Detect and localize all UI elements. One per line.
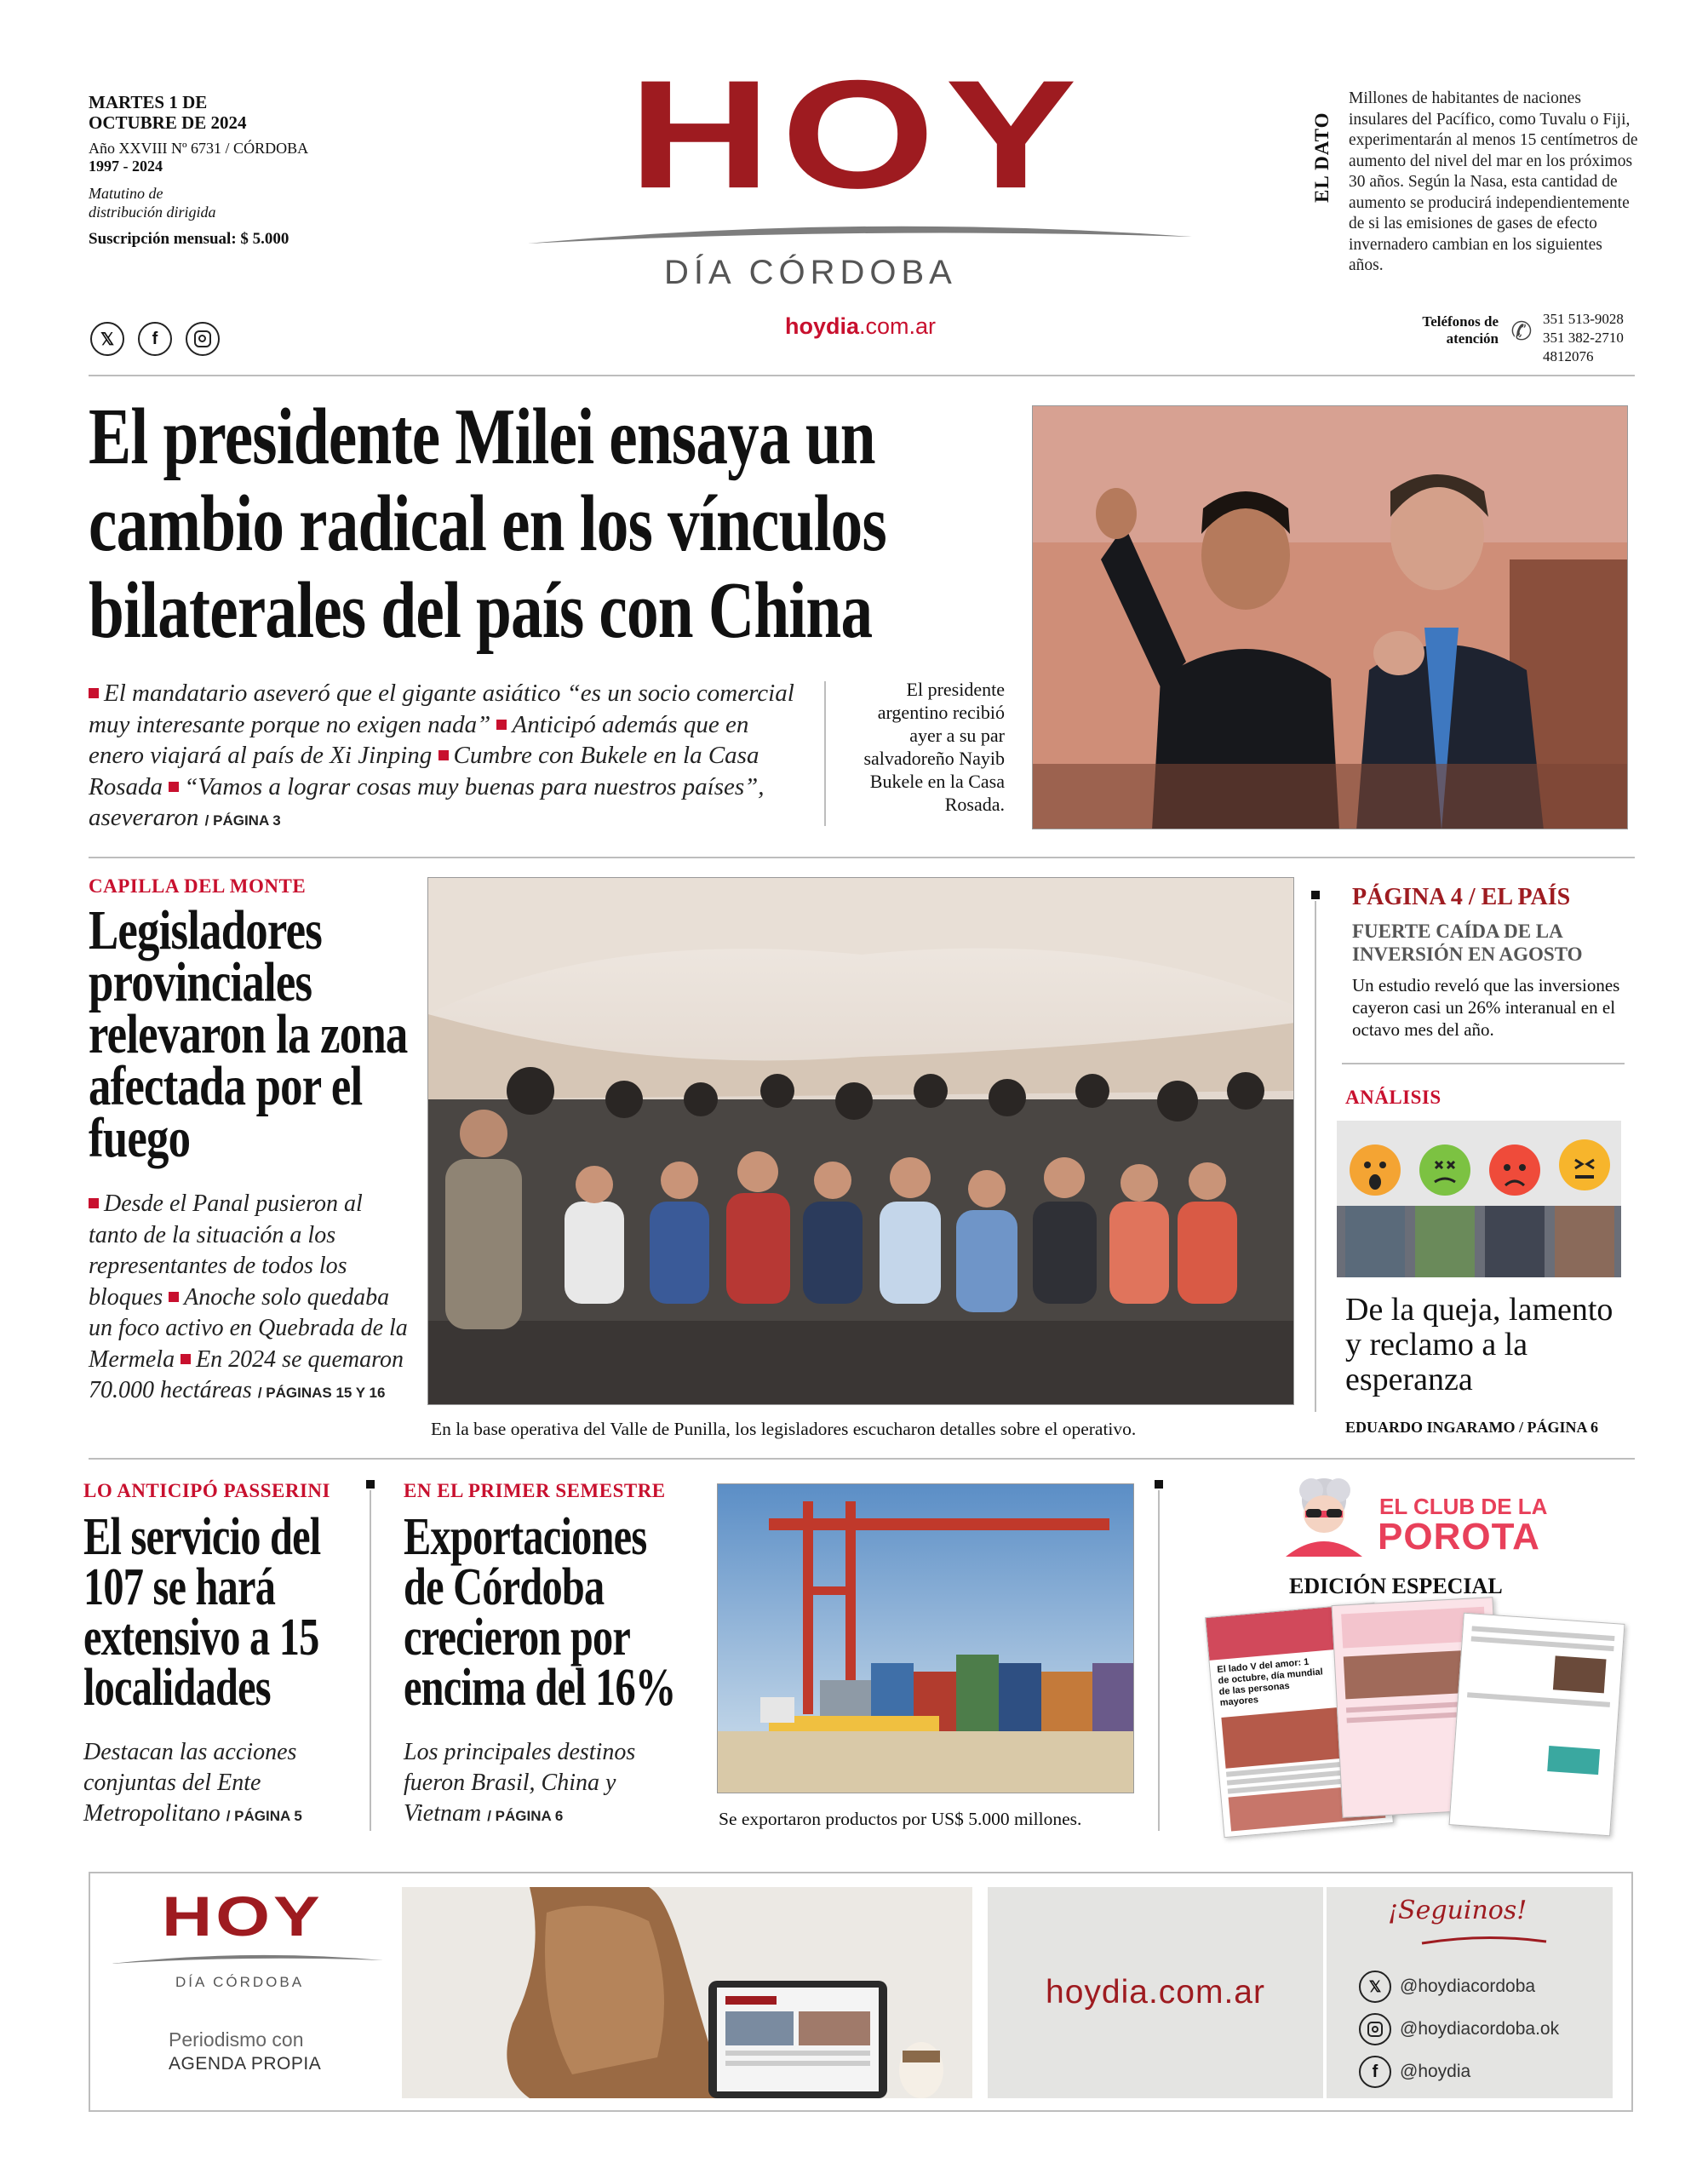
capilla-bullet: En 2024 se quemaron 70.000 hectáreas xyxy=(89,1345,404,1403)
pais-text: Un estudio reveló que las inversiones cayeron casi un 26% interanual en el octavo mes del año. xyxy=(1352,975,1620,1040)
logo-text: HOY xyxy=(628,49,1087,221)
divider xyxy=(824,681,826,826)
bullet-marker xyxy=(366,1480,375,1489)
facebook-icon: f xyxy=(1359,2056,1391,2088)
footer-tagline-bold: AGENDA PROPIA xyxy=(169,2054,322,2074)
analisis-headline[interactable]: De la queja, lamento y reclamo a la esperanza xyxy=(1345,1292,1613,1397)
exportaciones-kicker: EN EL PRIMER SEMESTRE xyxy=(404,1480,666,1501)
page-reference[interactable]: / PÁGINA 6 xyxy=(487,1808,564,1824)
analisis-photo[interactable] xyxy=(1337,1121,1621,1277)
porota-title-line2: POROTA xyxy=(1378,1516,1540,1558)
bullet-marker xyxy=(1155,1480,1163,1489)
capilla-photo-caption: En la base operativa del Valle de Punilla, los legisladores escucharon detalles sobre el operativo. xyxy=(431,1419,1137,1439)
exportaciones-deck: Los principales destinos fueron Brasil, China y Vietnam / PÁGINA 6 xyxy=(404,1739,636,1827)
social-row-facebook[interactable] xyxy=(1359,2056,1470,2088)
edition-years: 1997 - 2024 xyxy=(89,158,163,175)
lead-bullet: El mandatario aseveró que el gigante asiático “es un socio comercial muy interesante porque no exigen nada” xyxy=(89,680,794,738)
lead-photo-caption: El presidente argentino recibió ayer a su par salvadoreño Nayib Bukele en la Casa Rosada. xyxy=(863,679,1005,815)
logo-subtitle: DÍA CÓRDOBA xyxy=(664,254,957,291)
pais-headline[interactable]: FUERTE CAÍDA DE LA INVERSIÓN EN AGOSTO xyxy=(1352,921,1583,965)
page-reference[interactable]: / PÁGINA 5 xyxy=(226,1808,302,1824)
analisis-kicker: ANÁLISIS xyxy=(1345,1087,1441,1108)
divider xyxy=(89,857,1635,858)
lead-bullet: “Vamos a lograr cosas muy buenas para nuestros países”, aseveraron xyxy=(89,772,765,831)
capilla-bullet: Desde el Panal pusieron al tanto de la situación a los representantes de todos los bloques xyxy=(89,1190,363,1311)
capilla-headline[interactable]: Legisladores provinciales relevaron la zona afectada por el fuego xyxy=(89,899,408,1169)
masthead-info xyxy=(89,92,370,249)
lead-photo[interactable] xyxy=(1032,405,1628,829)
phone-number[interactable]: 351 382-2710 xyxy=(1543,330,1624,346)
instagram-icon[interactable] xyxy=(186,322,220,356)
distribution-note: Matutino de distribución dirigida xyxy=(89,185,216,221)
servicio-headline[interactable]: El servicio del 107 se hará extensivo a 15 localidades xyxy=(83,1508,321,1717)
footer-ad[interactable] xyxy=(89,1872,1633,2112)
exportaciones-photo-caption: Se exportaron productos por US$ 5.000 millones. xyxy=(719,1809,1082,1829)
footer-logo-subtitle: DÍA CÓRDOBA xyxy=(175,1974,305,1990)
follow-label: ¡Seguinos! xyxy=(1388,1896,1527,1925)
el-dato-label: EL DATO xyxy=(1311,112,1333,203)
lead-bullet: Anticipó además que en enero viajará al país de Xi Jinping xyxy=(89,710,749,769)
social-handle: @hoydiacordoba.ok xyxy=(1400,2019,1560,2039)
divider xyxy=(89,375,1635,376)
divider xyxy=(370,1490,371,1831)
capilla-kicker: CAPILLA DEL MONTE xyxy=(89,875,307,897)
phone-number[interactable]: 351 513-9028 xyxy=(1543,311,1624,327)
porota-promo[interactable] xyxy=(1201,1473,1626,1848)
footer-website-panel[interactable] xyxy=(988,1887,1323,2098)
footer-logo-swoosh xyxy=(111,1952,383,1965)
footer-website[interactable]: hoydia.com.ar xyxy=(1046,1974,1265,2011)
lead-bullet: Cumbre con Bukele en la Casa Rosada xyxy=(89,742,759,800)
porota-title-line1: EL CLUB DE LA xyxy=(1379,1494,1548,1519)
capilla-deck xyxy=(89,1189,409,1409)
social-row-instagram[interactable] xyxy=(1359,2013,1559,2045)
page-reference[interactable]: / PÁGINA 3 xyxy=(204,812,281,829)
subscription-price: Suscripción mensual: $ 5.000 xyxy=(89,230,289,248)
capilla-photo[interactable] xyxy=(427,877,1294,1405)
porota-edition: EDICIÓN ESPECIAL xyxy=(1289,1574,1503,1598)
instagram-icon xyxy=(1359,2013,1391,2045)
bullet-marker xyxy=(1311,891,1320,899)
servicio-kicker: LO ANTICIPÓ PASSERINI xyxy=(83,1480,330,1501)
edition-number: Año XXVIII Nº 6731 / CÓRDOBA xyxy=(89,140,309,157)
port-cranes-illustration xyxy=(718,1484,1134,1793)
issue-date: MARTES 1 DE OCTUBRE DE 2024 xyxy=(89,92,247,133)
phone-icon: ✆ xyxy=(1510,317,1533,346)
phones-label: Teléfonos de atención xyxy=(1422,313,1499,347)
footer-photo xyxy=(402,1887,972,2098)
social-row-twitter[interactable] xyxy=(1359,1971,1535,2003)
footer-tagline: Periodismo con xyxy=(169,2028,304,2051)
lead-photo-illustration xyxy=(1033,406,1628,829)
logo-swoosh xyxy=(528,220,1192,245)
porota-grandma-icon xyxy=(1277,1475,1371,1557)
facebook-icon[interactable]: f xyxy=(138,322,172,356)
twitter-icon[interactable]: 𝕏 xyxy=(90,322,124,356)
porota-mock-page-right xyxy=(1449,1613,1625,1837)
masthead-logo[interactable] xyxy=(528,49,1192,349)
divider xyxy=(1342,1063,1625,1064)
el-dato-text: Millones de habitantes de naciones insulares del Pacífico, como Tuvalu o Fiji, experimentarán al menos 15 centímetros de aumento del nivel del mar en los próximos 30 años. Según la Nasa, esta cantidad de aumento se producirá independientemente de si las emisiones de gases de efecto invernadero cambian en los siguientes años. xyxy=(1349,89,1638,274)
footer-socials-panel xyxy=(1327,1887,1613,2098)
analisis-byline: EDUARDO INGARAMO / PÁGINA 6 xyxy=(1345,1419,1598,1436)
divider xyxy=(1158,1490,1160,1831)
exportaciones-headline[interactable]: Exportaciones de Córdoba crecieron por encima del 16% xyxy=(404,1508,676,1717)
capilla-bullet: Anoche solo quedaba un foco activo en Quebrada de la Mermela xyxy=(89,1283,408,1373)
lead-headline[interactable]: El presidente Milei ensaya un cambio radical en los vínculos bilaterales del país con China xyxy=(89,393,886,655)
exportaciones-photo[interactable] xyxy=(717,1483,1134,1793)
twitter-icon: 𝕏 xyxy=(1359,1971,1391,2003)
divider xyxy=(1315,901,1316,1412)
social-handle: @hoydiacordoba xyxy=(1400,1976,1536,1996)
tent-meeting-illustration xyxy=(428,878,1294,1405)
page-reference[interactable]: / PÁGINAS 15 Y 16 xyxy=(257,1385,386,1401)
porota-mock-headline: El lado V del amor: 1 de octubre, día mundial de las personas mayores xyxy=(1216,1656,1324,1709)
social-handle: @hoydia xyxy=(1400,2062,1471,2081)
phone-number[interactable]: 4812076 xyxy=(1543,348,1594,364)
lead-deck xyxy=(89,678,795,837)
servicio-deck: Destacan las acciones conjuntas del Ente Metropolitano / PÁGINA 5 xyxy=(83,1739,302,1827)
emoji-faces-illustration xyxy=(1337,1121,1621,1277)
follow-underline xyxy=(1420,1935,1548,1947)
divider xyxy=(89,1458,1635,1460)
phone-numbers xyxy=(1543,310,1624,366)
footer-logo: HOY xyxy=(162,1885,324,1948)
website-link[interactable]: hoydia.com.ar xyxy=(785,313,937,339)
pais-kicker: PÁGINA 4 / EL PAÍS xyxy=(1352,884,1571,910)
